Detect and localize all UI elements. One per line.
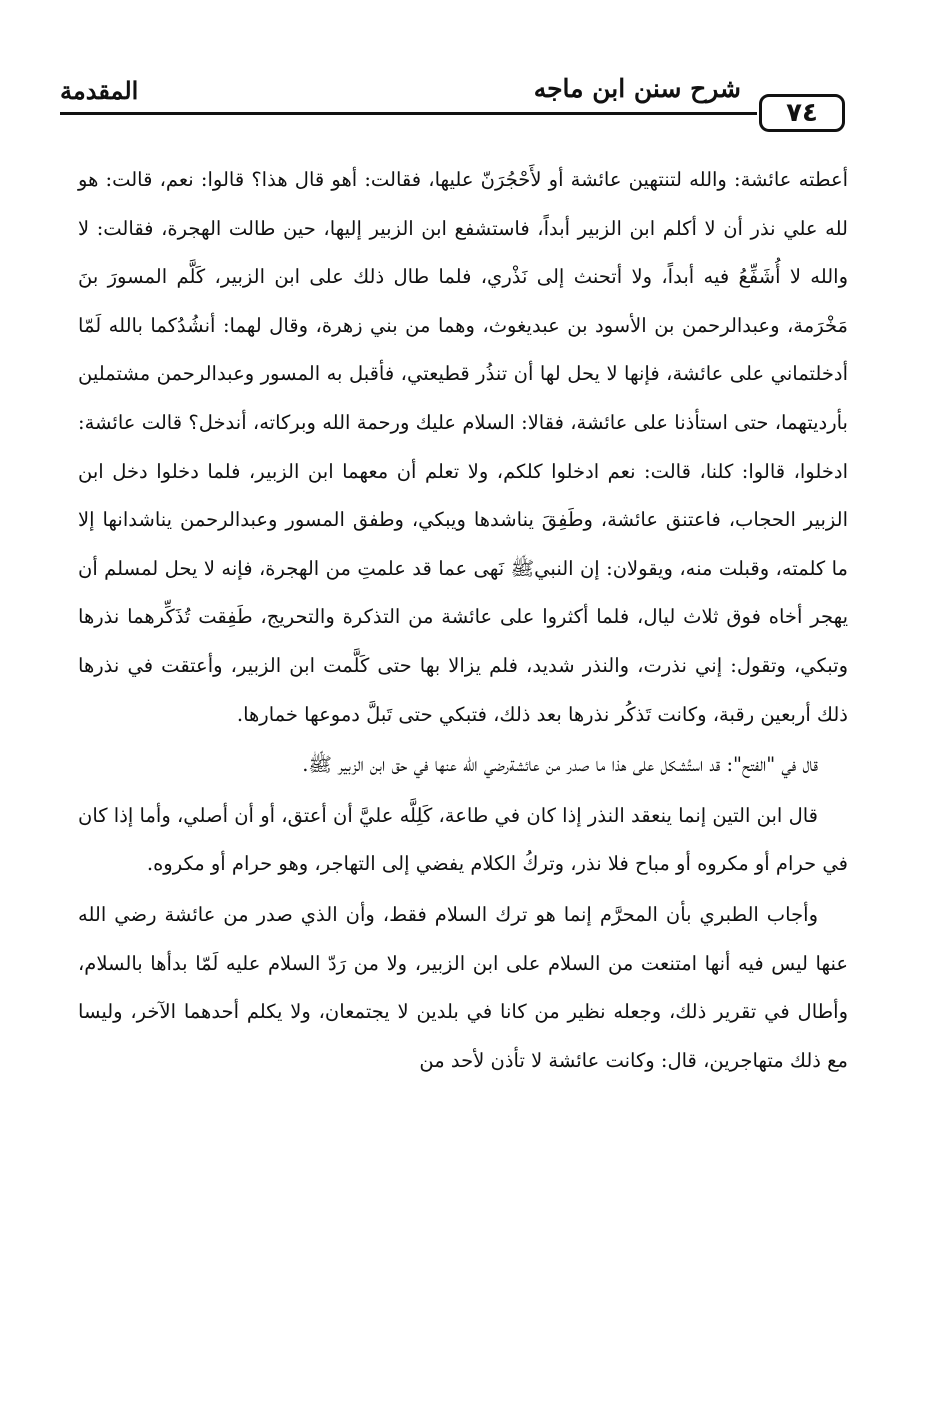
- page-header: [60, 70, 845, 154]
- section-name: المقدمة: [60, 76, 139, 105]
- paragraph-tabari: وأجاب الطبري بأن المحرَّم إنما هو ترك السلام فقط، وأن الذي صدر من عائشة رضي الله عنها ليس فيه أنها امتنعت من السلام على ابن الزبير، ولا من رَدّ السلام عليه لَمّا بدأها بالسلام، وأطال في تقرير ذلك، وجعله نظير من كانا في بلدين لا يجتمعان، ولا يكلم أحدهما الآخر، وليسا مع ذلك متهاجرين، قال: وكانت عائشة لا تأذن لأحد من: [78, 902, 848, 1072]
- page-number: ٧٤: [759, 94, 845, 132]
- body-text: [78, 156, 848, 1085]
- header-rule: [60, 112, 757, 115]
- book-title: شرح سنن ابن ماجه: [533, 74, 741, 103]
- paragraph-hadith: أعطته عائشة: والله لتنتهين عائشة أو لأَحْجُرَنّ عليها، فقالت: أهو قال هذا؟ قالوا: نعم، قالت: هو لله علي نذر أن لا أكلم ابن الزبير أبداً، فاستشفع ابن الزبير إليها، حين طالت الهجرة، فقالت: لا والله لا أُشَفِّعُ فيه أبداً، ولا أتحنث إلى نَذْري، فلما طال ذلك على ابن الزبير، كَلَّم المسورَ بنَ مَخْرَمة، وعبدالرحمن بن الأسود بن عبديغوث، وهما من بني زهرة، وقال لهما: أنشُدُكما بالله لَمّا أدخلتماني على عائشة، فإنها لا يحل لها أن تنذُر قطيعتي، فأقبل به المسور وعبدالرحمن مشتملين بأرديتهما، حتى استأذنا على عائشة، فقالا: السلام عليك ورحمة الله وبركاته، أندخل؟ قالت عائشة: ادخلوا، قالوا: كلنا، قالت: نعم ادخلوا كلكم، ولا تعلم أن معهما ابن الزبير، فلما دخلوا دخل ابن الزبير الحجاب، فاعتنق عائشة، وطَفِقَ يناشدها ويبكي، وطفق المسور وعبدالرحمن يناشدانها إلا ما كلمته، وقبلت منه، ويقولان: إن النبيﷺ نَهى عما قد علمتِ من الهجرة، فإنه لا يحل لمسلم أن يهجر أخاه فوق ثلاث ليال، فلما أكثروا على عائشة من التذكرة والتحريج، طَفِقت تُذَكِّرهما نذرها وتبكي، وتقول: إني نذرت، والنذر شديد، فلم يزالا بها حتى كَلَّمت ابن الزبير، وأعتقت في نذرها ذلك أربعين رقبة، وكانت تَذكُر نذرها بعد ذلك، فتبكي حتى تَبلَّ دموعها خمارها.: [78, 168, 848, 726]
- paragraph-fath: قال في "الفتح": قد استُشكل على هذا ما صدر من عائشةرضي الله عنها في حق ابن الزبير ﷺ.: [302, 753, 818, 777]
- paragraph-ibn-tin: قال ابن التين إنما ينعقد النذر إذا كان في طاعة، كَلِلَّه عليَّ أن أعتق، أو أن أصلي، وأما إذا كان في حرام أو مكروه أو مباح فلا نذر، وتركُ الكلام يفضي إلى التهاجر، وهو حرام أو مكروه.: [78, 803, 848, 876]
